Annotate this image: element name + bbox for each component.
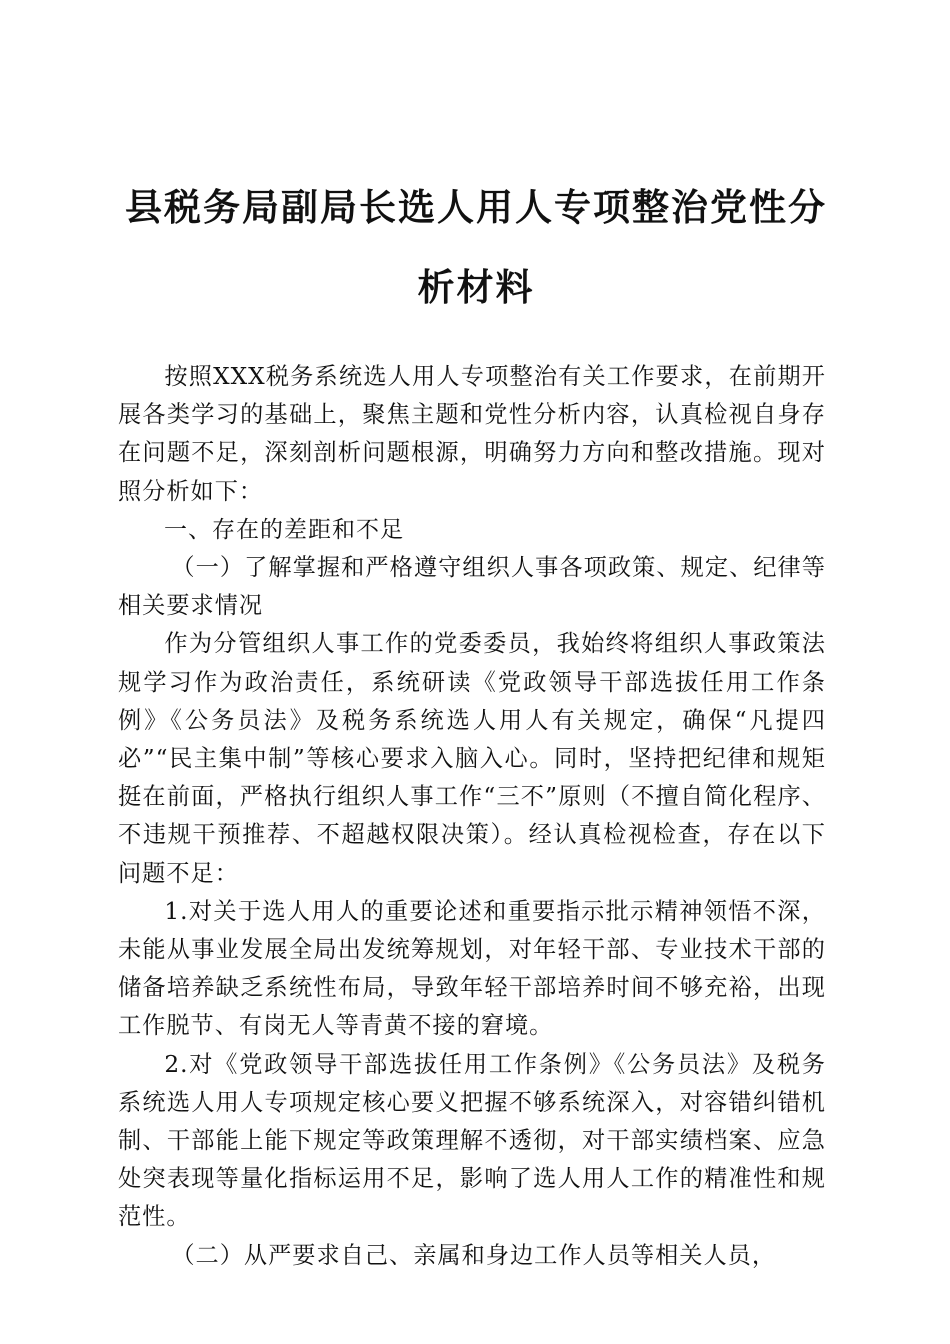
document-title: 县税务局副局长选人用人专项整治党性分析材料 bbox=[125, 186, 827, 309]
intro-paragraph: 按照XXX税务系统选人用人专项整治有关工作要求，在前期开展各类学习的基础上，聚焦主题和党性分析内容，认真检视自身存在问题不足，深刻剖析问题根源，明确努力方向和整改措施。现对照分析如下： bbox=[118, 363, 826, 505]
section-heading-1: 一、存在的差距和不足 bbox=[164, 516, 404, 543]
document-body bbox=[118, 358, 826, 1275]
subsection-heading-2: （二）从严要求自己、亲属和身边工作人员等相关人员， bbox=[171, 1241, 777, 1269]
subsection-heading-1: （一）了解掌握和严格遵守组织人事各项政策、规定、纪律等相关要求情况 bbox=[118, 554, 826, 620]
list-item-2: 2.对《党政领导干部选拔任用工作条例》《公务员法》及税务系统选人用人专项规定核心要义把握不够系统深入，对容错纠错机制、干部能上能下规定等政策理解不透彻，对干部实绩档案、应急处突表现等量化指标运用不足，影响了选人用人工作的精准性和规范性。 bbox=[118, 1050, 826, 1231]
subsection-paragraph-1: 作为分管组织人事工作的党委委员，我始终将组织人事政策法规学习作为政治责任，系统研读《党政领导干部选拔任用工作条例》《公务员法》及税务系统选人用人有关规定，确保“凡提四必”“民主集中制”等核心要求入脑入心。同时，坚持把纪律和规矩挺在前面，严格执行组织人事工作“三不”原则（不擅自简化程序、不违规干预推荐、不超越权限决策）。经认真检视检查，存在以下问题不足： bbox=[118, 630, 826, 887]
list-item-1: 1.对关于选人用人的重要论述和重要指示批示精神领悟不深，未能从事业发展全局出发统筹规划，对年轻干部、专业技术干部的储备培养缺乏系统性布局，导致年轻干部培养时间不够充裕，出现工作脱节、有岗无人等青黄不接的窘境。 bbox=[118, 897, 826, 1040]
